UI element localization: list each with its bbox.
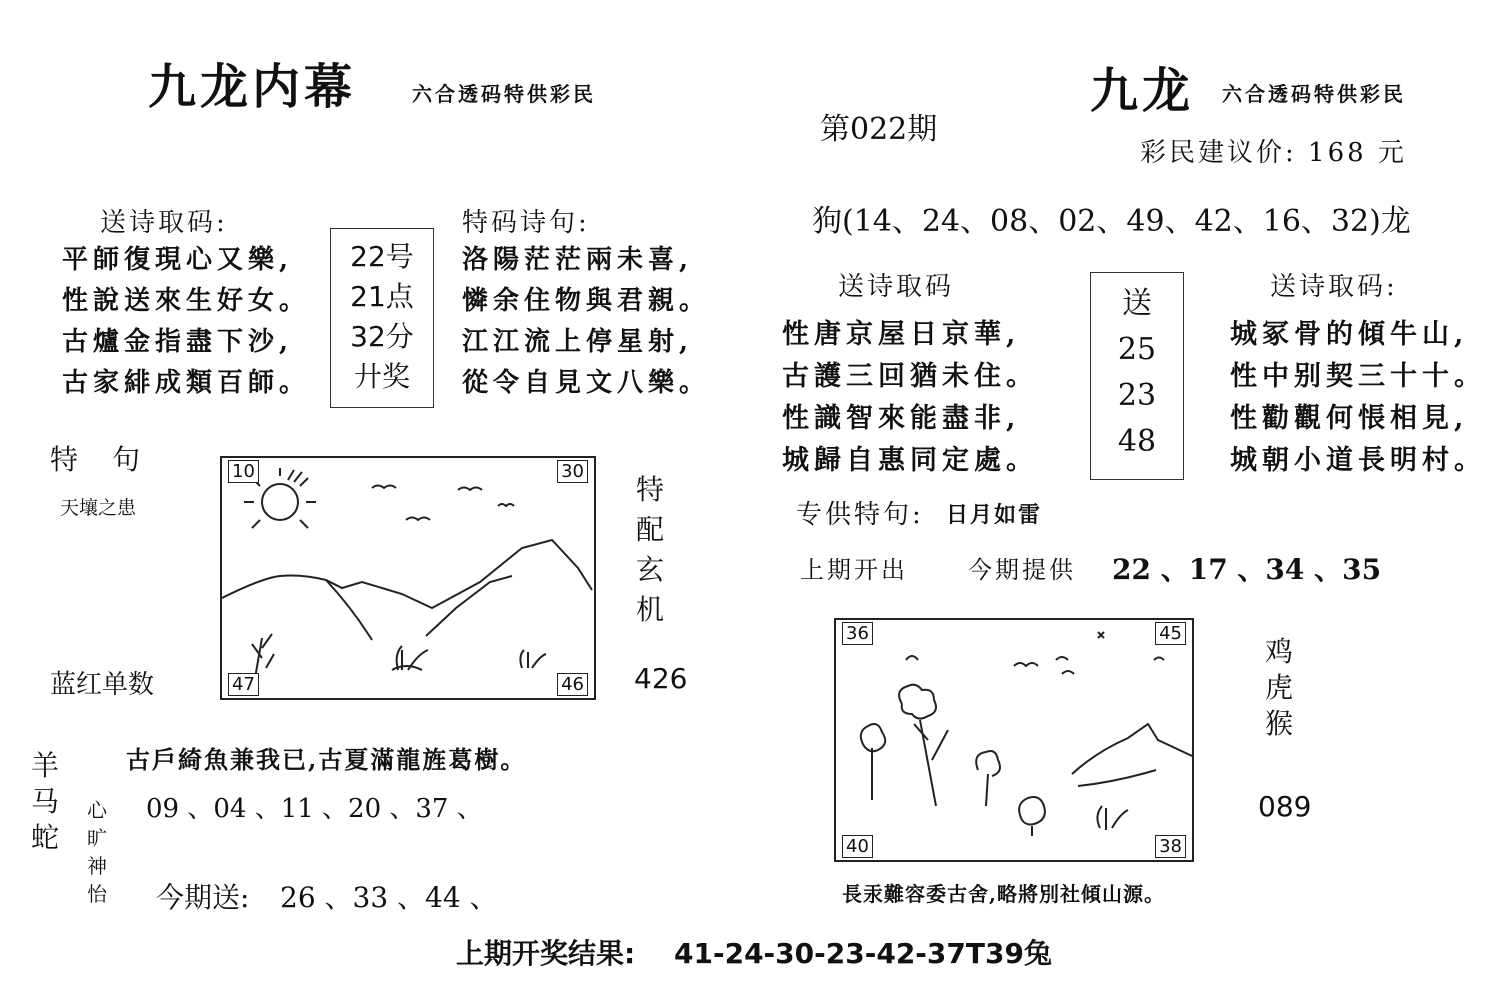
right-code-box bbox=[1090, 272, 1184, 480]
poem-line: 古家緋成類百師。 bbox=[62, 368, 311, 398]
right-zodiac-vertical: 鸡虎猴 bbox=[1264, 635, 1293, 740]
poem-line: 性識智來能盡非, bbox=[782, 403, 1021, 434]
poem-line: 從令自見文八樂。 bbox=[462, 368, 711, 398]
pic-corner-number: 47 bbox=[228, 673, 259, 696]
right-special-label: 专供特句: bbox=[796, 500, 924, 530]
right-caption: 長汞難容委古舍,略將別社傾山源。 bbox=[842, 882, 1165, 906]
right-special-phrase: 日月如雷 bbox=[946, 502, 1043, 528]
right-landscape-picture bbox=[834, 618, 1194, 862]
left-code-box bbox=[330, 228, 434, 408]
left-special-label: 特 句 bbox=[50, 443, 144, 476]
poem-line: 憐余住物與君親。 bbox=[462, 286, 711, 316]
poem-line: 城朝小道長明村。 bbox=[1230, 445, 1486, 476]
poem-line: 古護三回猶未住。 bbox=[782, 361, 1038, 392]
poem-line: 洛陽茫茫兩未喜, bbox=[462, 245, 694, 275]
footer-result: 41-24-30-23-42-37T39兔 bbox=[674, 937, 1052, 970]
landscape-drawing bbox=[222, 458, 594, 698]
right-title: 九龙 bbox=[1090, 63, 1195, 119]
poem-line: 江江流上停星射, bbox=[462, 327, 694, 357]
footer-label: 上期开奖结果: bbox=[456, 937, 636, 970]
left-vertical-text: 特配玄机 bbox=[635, 473, 664, 626]
right-poem1-heading: 送诗取码 bbox=[838, 272, 955, 302]
poem-line: 性勸觀何悵相見, bbox=[1230, 403, 1469, 434]
right-slogan: 六合透码特供彩民 bbox=[1222, 82, 1406, 106]
left-slogan: 六合透码特供彩民 bbox=[412, 82, 596, 106]
pic-corner-number: 30 bbox=[557, 460, 588, 483]
poem-line: 平師復現心又樂, bbox=[62, 245, 294, 275]
left-verse-line: 古戶綺魚兼我已,古夏滿龍旌葛樹。 bbox=[126, 745, 527, 774]
pic-corner-number: 10 bbox=[228, 460, 259, 483]
landscape-drawing bbox=[836, 620, 1192, 860]
left-poem1 bbox=[62, 240, 310, 404]
left-send-numbers: 26 、33 、44 、 bbox=[280, 881, 498, 914]
code-box-line: 32分 bbox=[350, 320, 414, 353]
poem-line: 性說送來生好女。 bbox=[62, 286, 311, 316]
pic-corner-number: 40 bbox=[842, 835, 873, 858]
pic-corner-number: 45 bbox=[1155, 622, 1186, 645]
pic-corner-number: 36 bbox=[842, 622, 873, 645]
offer-numbers: 22 、17 、34 、35 bbox=[1112, 553, 1382, 586]
left-special-phrase: 天壤之患 bbox=[60, 497, 137, 519]
poem-line: 性唐京屋日京華, bbox=[782, 319, 1021, 350]
issue-number: 第022期 bbox=[820, 112, 938, 147]
poem-line: 城冢骨的傾牛山, bbox=[1230, 319, 1469, 350]
right-poem2 bbox=[1230, 314, 1486, 482]
last-issue-label: 上期开出 bbox=[800, 556, 908, 584]
code-box-line: 25 bbox=[1117, 332, 1157, 367]
left-zodiac-vertical: 羊马蛇 bbox=[30, 749, 59, 854]
left-title: 九龙内幕 bbox=[148, 59, 357, 115]
left-landscape-picture bbox=[220, 456, 596, 700]
left-color-number: 426 bbox=[634, 662, 688, 695]
left-poem1-heading: 送诗取码: bbox=[100, 208, 228, 238]
right-side-number: 089 bbox=[1258, 790, 1312, 823]
poem-line: 性中别契三十十。 bbox=[1230, 361, 1486, 392]
left-send-label: 今期送: bbox=[156, 881, 250, 914]
left-poem2 bbox=[462, 240, 710, 404]
left-color-label: 蓝红单数 bbox=[50, 670, 155, 700]
right-poem2-heading: 送诗取码: bbox=[1270, 272, 1398, 302]
code-box-line: 48 bbox=[1117, 424, 1157, 459]
pick-line: 狗(14、24、08、02、49、42、16、32)龙 bbox=[812, 204, 1411, 239]
left-numbers-line: 09 、04 、11 、20 、37 、 bbox=[146, 794, 483, 824]
poem-line: 古爐金指盡下沙, bbox=[62, 327, 294, 357]
code-box-line: 送 bbox=[1122, 286, 1152, 321]
left-poem2-heading: 特码诗句: bbox=[462, 208, 590, 238]
code-box-line: 22号 bbox=[350, 240, 414, 273]
left-idiom-vertical: 心旷神怡 bbox=[87, 798, 107, 906]
code-box-line: 23 bbox=[1117, 378, 1157, 413]
poem-line: 城歸自惠同定處。 bbox=[782, 445, 1038, 476]
offer-label: 今期提供 bbox=[968, 556, 1076, 584]
price-label: 彩民建议价: 168 元 bbox=[1140, 138, 1407, 168]
pic-corner-number: 38 bbox=[1155, 835, 1186, 858]
code-box-line: 廾奖 bbox=[353, 360, 410, 393]
pic-corner-number: 46 bbox=[557, 673, 588, 696]
code-box-line: 21点 bbox=[350, 280, 414, 313]
right-poem1 bbox=[782, 314, 1038, 482]
